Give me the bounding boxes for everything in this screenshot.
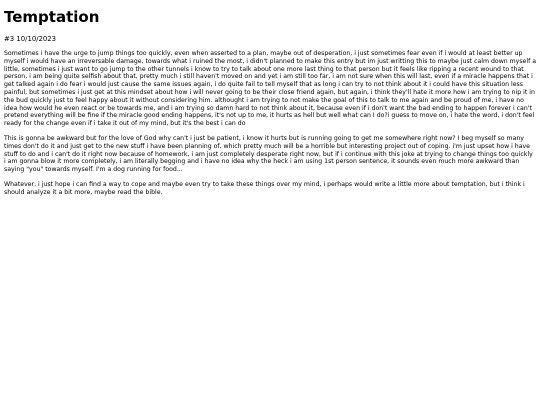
- post-meta: #3 10/10/2023: [4, 35, 57, 43]
- blog-post: [0, 0, 540, 197]
- post-paragraph-1: Sometimes i have the urge to jump things too quickly, even when asserted to a plan, maybe out of desperation, i just sometimes fear even if i would at least better up myself i would have an irreversable damage, towards what i ruined the most, i didn't planned to make this entry but im just writting this to maybe just calm down myself a little, sometimes i just want to go jump to the other tunnels i know to try to talk about one more last thing to that person but it feels like ripping a recent wound to that person, i am being quite selfish about that, pretty much i still haven't moved on and yet i am still too far, i am not sure when this will last, even if a miracle happens that i get talked again i do fear i would just cause the same issues again, i do quite fail to tell myself that as long i can try to not think about it i could have this situation less painful, but sometimes i just get at this mindset about how i will never going to be their close friend again, but again, i think they'll hate it more how i am trying to nip it in the bud quickly just to feel happy about it without considering him. althought i am trying to not make the goal of this to talk to me again and be proud of me, i have no idea how would he even react or be towards me, and i am trying so damn hard to not think about it, because even if i don't want the bad ending to happen forever i can't pretend everything will be fine if the miracle good ending happens, it's not up to me, it hurts as hell but well what can I do?i guess to move on, i hate the word, i don't feel ready for the change even if i take it out of my mind, but it's the best i can do: [4, 50, 537, 128]
- post-paragraph-2: This is gonna be awkward but for the love of God why can't i just be patient, i know it hurts but is running going to get me somewhere right now? I beg myself so many times don't do it and just get to the new stuff i have been planning of, which pretty much will be a horrible but interesting project out of coping. i'm just upset how i have stuff to do and i can't do it right now because of homework, i am just completely desperate right now, but if i continue with this joke at trying to change things too quickly i am gonna blow it more completely, i am literally begging and i have no idea why the heck i am using 1st person sentence, it sounds even much more awkward than saying "you" towards myself. I'm a dog running for food...: [4, 134, 533, 174]
- post-paragraph-3: Whatever, i just hope i can find a way to cope and maybe even try to take these things over my mind, i perhaps would write a little more about temptation, but i think i should analyze it a bit more, maybe read the bible.: [4, 180, 525, 196]
- post-title: Temptation: [4, 8, 100, 26]
